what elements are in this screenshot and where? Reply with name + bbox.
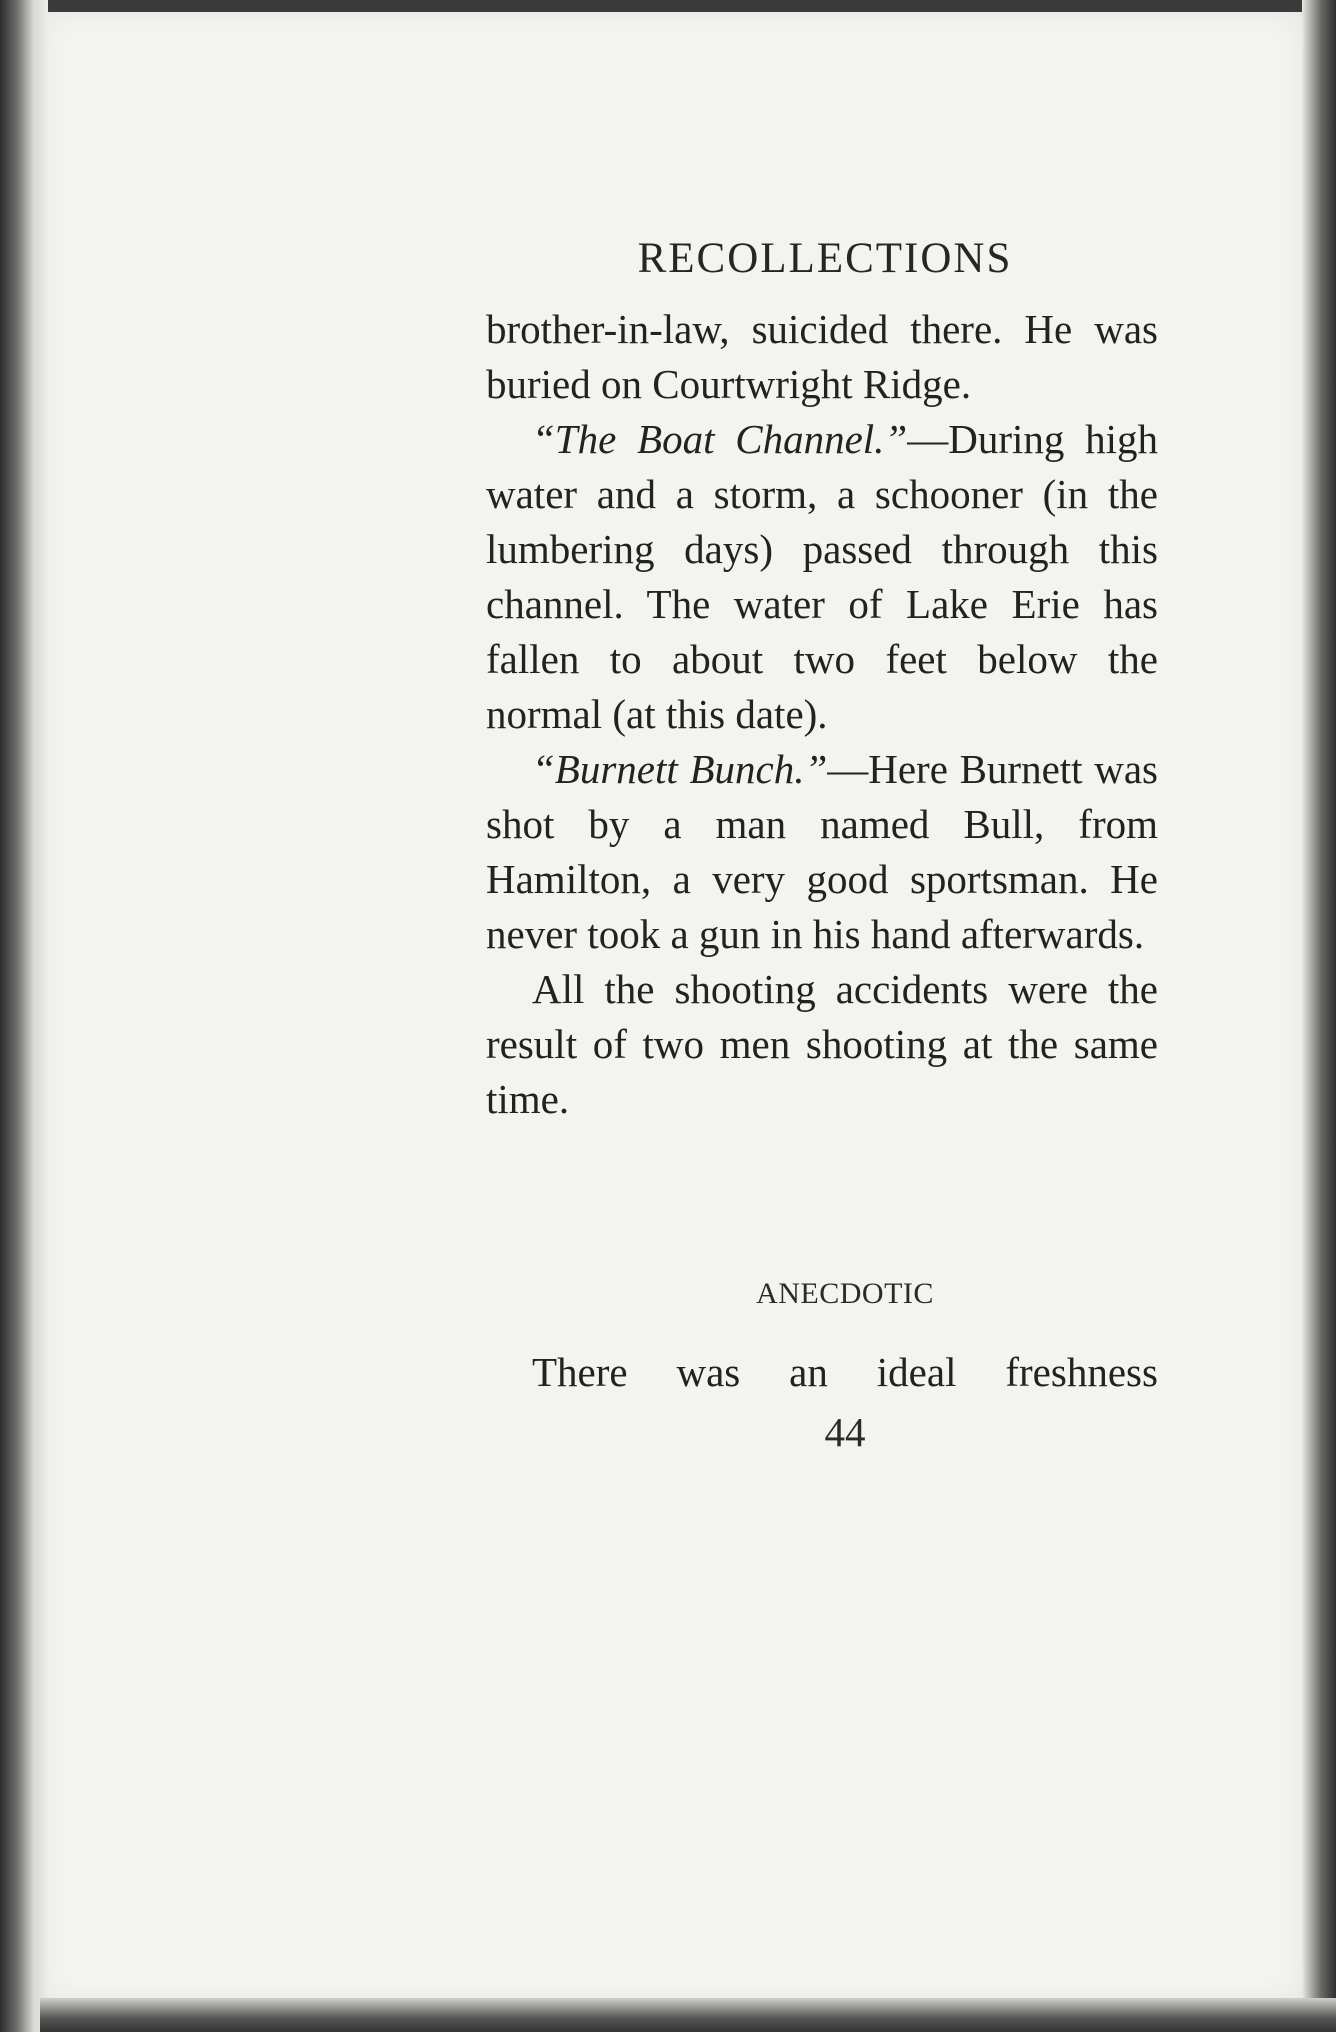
continuation-line	[532, 1345, 1158, 1400]
top-edge	[0, 0, 1336, 12]
paragraph-3	[486, 742, 1158, 962]
book-spine	[0, 0, 48, 2032]
paragraph-3-lead: “Burnett Bunch.”	[532, 746, 828, 792]
paragraph-4	[486, 962, 1158, 1127]
paragraph-1-text: brother-in-law, suicided there. He was buried on Courtwright Ridge.	[486, 306, 1158, 407]
word: was	[676, 1349, 741, 1395]
word: There	[532, 1349, 628, 1395]
running-head: RECOLLECTIONS	[637, 235, 1013, 282]
page-right-edge	[1302, 0, 1336, 2032]
word: an	[789, 1349, 828, 1395]
word: freshness	[1005, 1349, 1158, 1395]
paragraph-1	[486, 302, 1158, 412]
paragraph-2-lead: “The Boat Channel.”	[532, 416, 908, 462]
page-number: 44	[824, 1409, 866, 1455]
paragraph-4-text: All the shooting accidents were the result of two men shooting at the same time.	[486, 966, 1158, 1122]
word: ideal	[876, 1349, 957, 1395]
body-text	[486, 302, 1158, 1127]
paragraph-2	[486, 412, 1158, 742]
paragraph-3-text: —Here Burnett was shot by a man named Bull, from Hamilton, a very good sportsman. He never took a gun in his hand afterwards.	[486, 746, 1158, 957]
section-heading: ANECDOTIC	[756, 1277, 934, 1310]
page-bottom-edge	[40, 1998, 1336, 2032]
paragraph-2-text: —During high water and a storm, a schooner (in the lumbering days) passed through this channel. The water of Lake Erie has fallen to about two feet below the normal (at this date).	[486, 416, 1159, 737]
